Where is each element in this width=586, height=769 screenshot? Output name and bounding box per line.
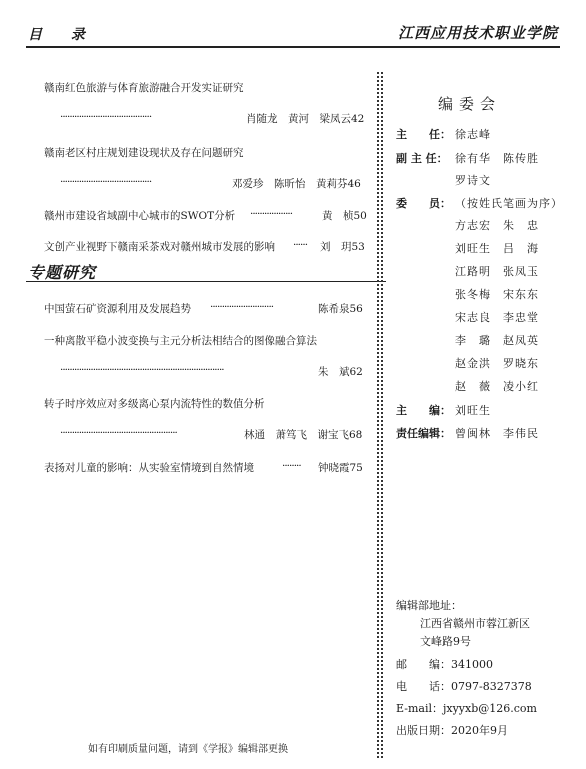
phone: 电 话：0797-8327378 <box>396 680 532 693</box>
role-director: 主 任： <box>396 128 451 141</box>
publish-date: 出版日期：2020年9月 <box>396 724 508 737</box>
toc-entry-4-title[interactable]: 文创产业视野下赣南采茶戏对赣州城市发展的影响 <box>44 241 275 253</box>
members-row-8: 赵 薇 凌小红 <box>455 380 539 393</box>
members-row-5: 宋志良 李忠堂 <box>455 311 539 324</box>
header-rule <box>26 46 560 48</box>
role-chief-editor: 主 编： <box>396 404 451 417</box>
toc-entry-6-leader: ······································································ <box>60 364 224 376</box>
toc-entry-5-leader: ··························· <box>210 301 274 313</box>
postcode: 邮 编：341000 <box>396 658 493 671</box>
college-name: 江西应用技术职业学院 <box>397 24 558 42</box>
names-deputy: 徐有华 陈传胜 <box>455 152 539 165</box>
email[interactable]: E-mail：jxyyxb@126.com <box>396 702 537 715</box>
toc-heading: 目 录 <box>28 27 97 43</box>
members-note: （按姓氏笔画为序） <box>455 197 563 210</box>
address-line-2: 文峰路9号 <box>420 635 471 648</box>
toc-entry-1-title[interactable]: 赣南红色旅游与体育旅游融合开发实证研究 <box>44 82 244 94</box>
toc-entry-6-title[interactable]: 一种离散平稳小波变换与主元分析法相结合的图像融合算法 <box>44 335 317 347</box>
names-director: 徐志峰 <box>455 128 491 141</box>
toc-entry-8-title[interactable]: 表扬对儿童的影响：从实验室情境到自然情境 <box>44 462 254 474</box>
names-deputy-2: 罗诗文 <box>455 174 491 187</box>
section-rule <box>26 281 386 282</box>
members-row-2: 刘旺生 吕 海 <box>455 242 539 255</box>
role-responsible-editor: 责任编辑： <box>396 427 451 440</box>
section-heading: 专题研究 <box>28 263 97 282</box>
members-row-6: 李 璐 赵凤英 <box>455 334 539 347</box>
members-row-1: 方志宏 朱 忠 <box>455 219 539 232</box>
members-row-4: 张冬梅 宋东东 <box>455 288 539 301</box>
members-row-3: 江路明 张凤玉 <box>455 265 539 278</box>
toc-entry-8-authors: 钟晓霞75 <box>318 462 363 474</box>
role-deputy: 副 主 任： <box>396 152 448 165</box>
toc-entry-2-leader: ······································· <box>60 176 152 188</box>
address-label: 编辑部地址： <box>396 599 462 612</box>
chain-divider <box>377 72 383 758</box>
toc-entry-5-authors: 陈希泉56 <box>318 303 363 315</box>
toc-entry-1-leader: ······································· <box>60 111 152 123</box>
toc-entry-7-leader: ·················································· <box>60 427 177 439</box>
role-members: 委 员： <box>396 197 451 210</box>
toc-entry-2-title[interactable]: 赣南老区村庄规划建设现状及存在问题研究 <box>44 147 244 159</box>
toc-entry-3-leader: ·················· <box>250 208 293 220</box>
toc-entry-6-authors: 朱 斌62 <box>318 366 363 378</box>
toc-entry-7-authors: 林通 萧笃飞 谢宝飞68 <box>244 429 363 441</box>
toc-entry-4-leader: ······ <box>293 239 308 251</box>
toc-entry-1-authors: 肖随龙 黄河 梁凤云42 <box>246 113 365 125</box>
toc-entry-7-title[interactable]: 转子时序效应对多级离心泵内流特性的数值分析 <box>44 398 265 410</box>
members-row-7: 赵金洪 罗晓东 <box>455 357 539 370</box>
toc-entry-3-authors: 黄 桢50 <box>322 210 367 222</box>
toc-entry-2-authors: 邓爱珍 陈昕怡 黄莉芬46 <box>232 178 361 190</box>
footer-note: 如有印刷质量问题，请到《学报》编辑部更换 <box>88 744 288 755</box>
toc-entry-4-authors: 刘 玥53 <box>320 241 365 253</box>
names-responsible-editor: 曾闽林 李伟民 <box>455 427 539 440</box>
toc-entry-3-title[interactable]: 赣州市建设省域副中心城市的SWOT分析 <box>44 210 236 222</box>
names-chief-editor: 刘旺生 <box>455 404 491 417</box>
toc-entry-8-leader: ········ <box>282 460 301 472</box>
address-line-1: 江西省赣州市蓉江新区 <box>420 617 530 630</box>
toc-entry-5-title[interactable]: 中国萤石矿资源利用及发展趋势 <box>44 303 191 315</box>
committee-title: 编委会 <box>438 95 502 113</box>
